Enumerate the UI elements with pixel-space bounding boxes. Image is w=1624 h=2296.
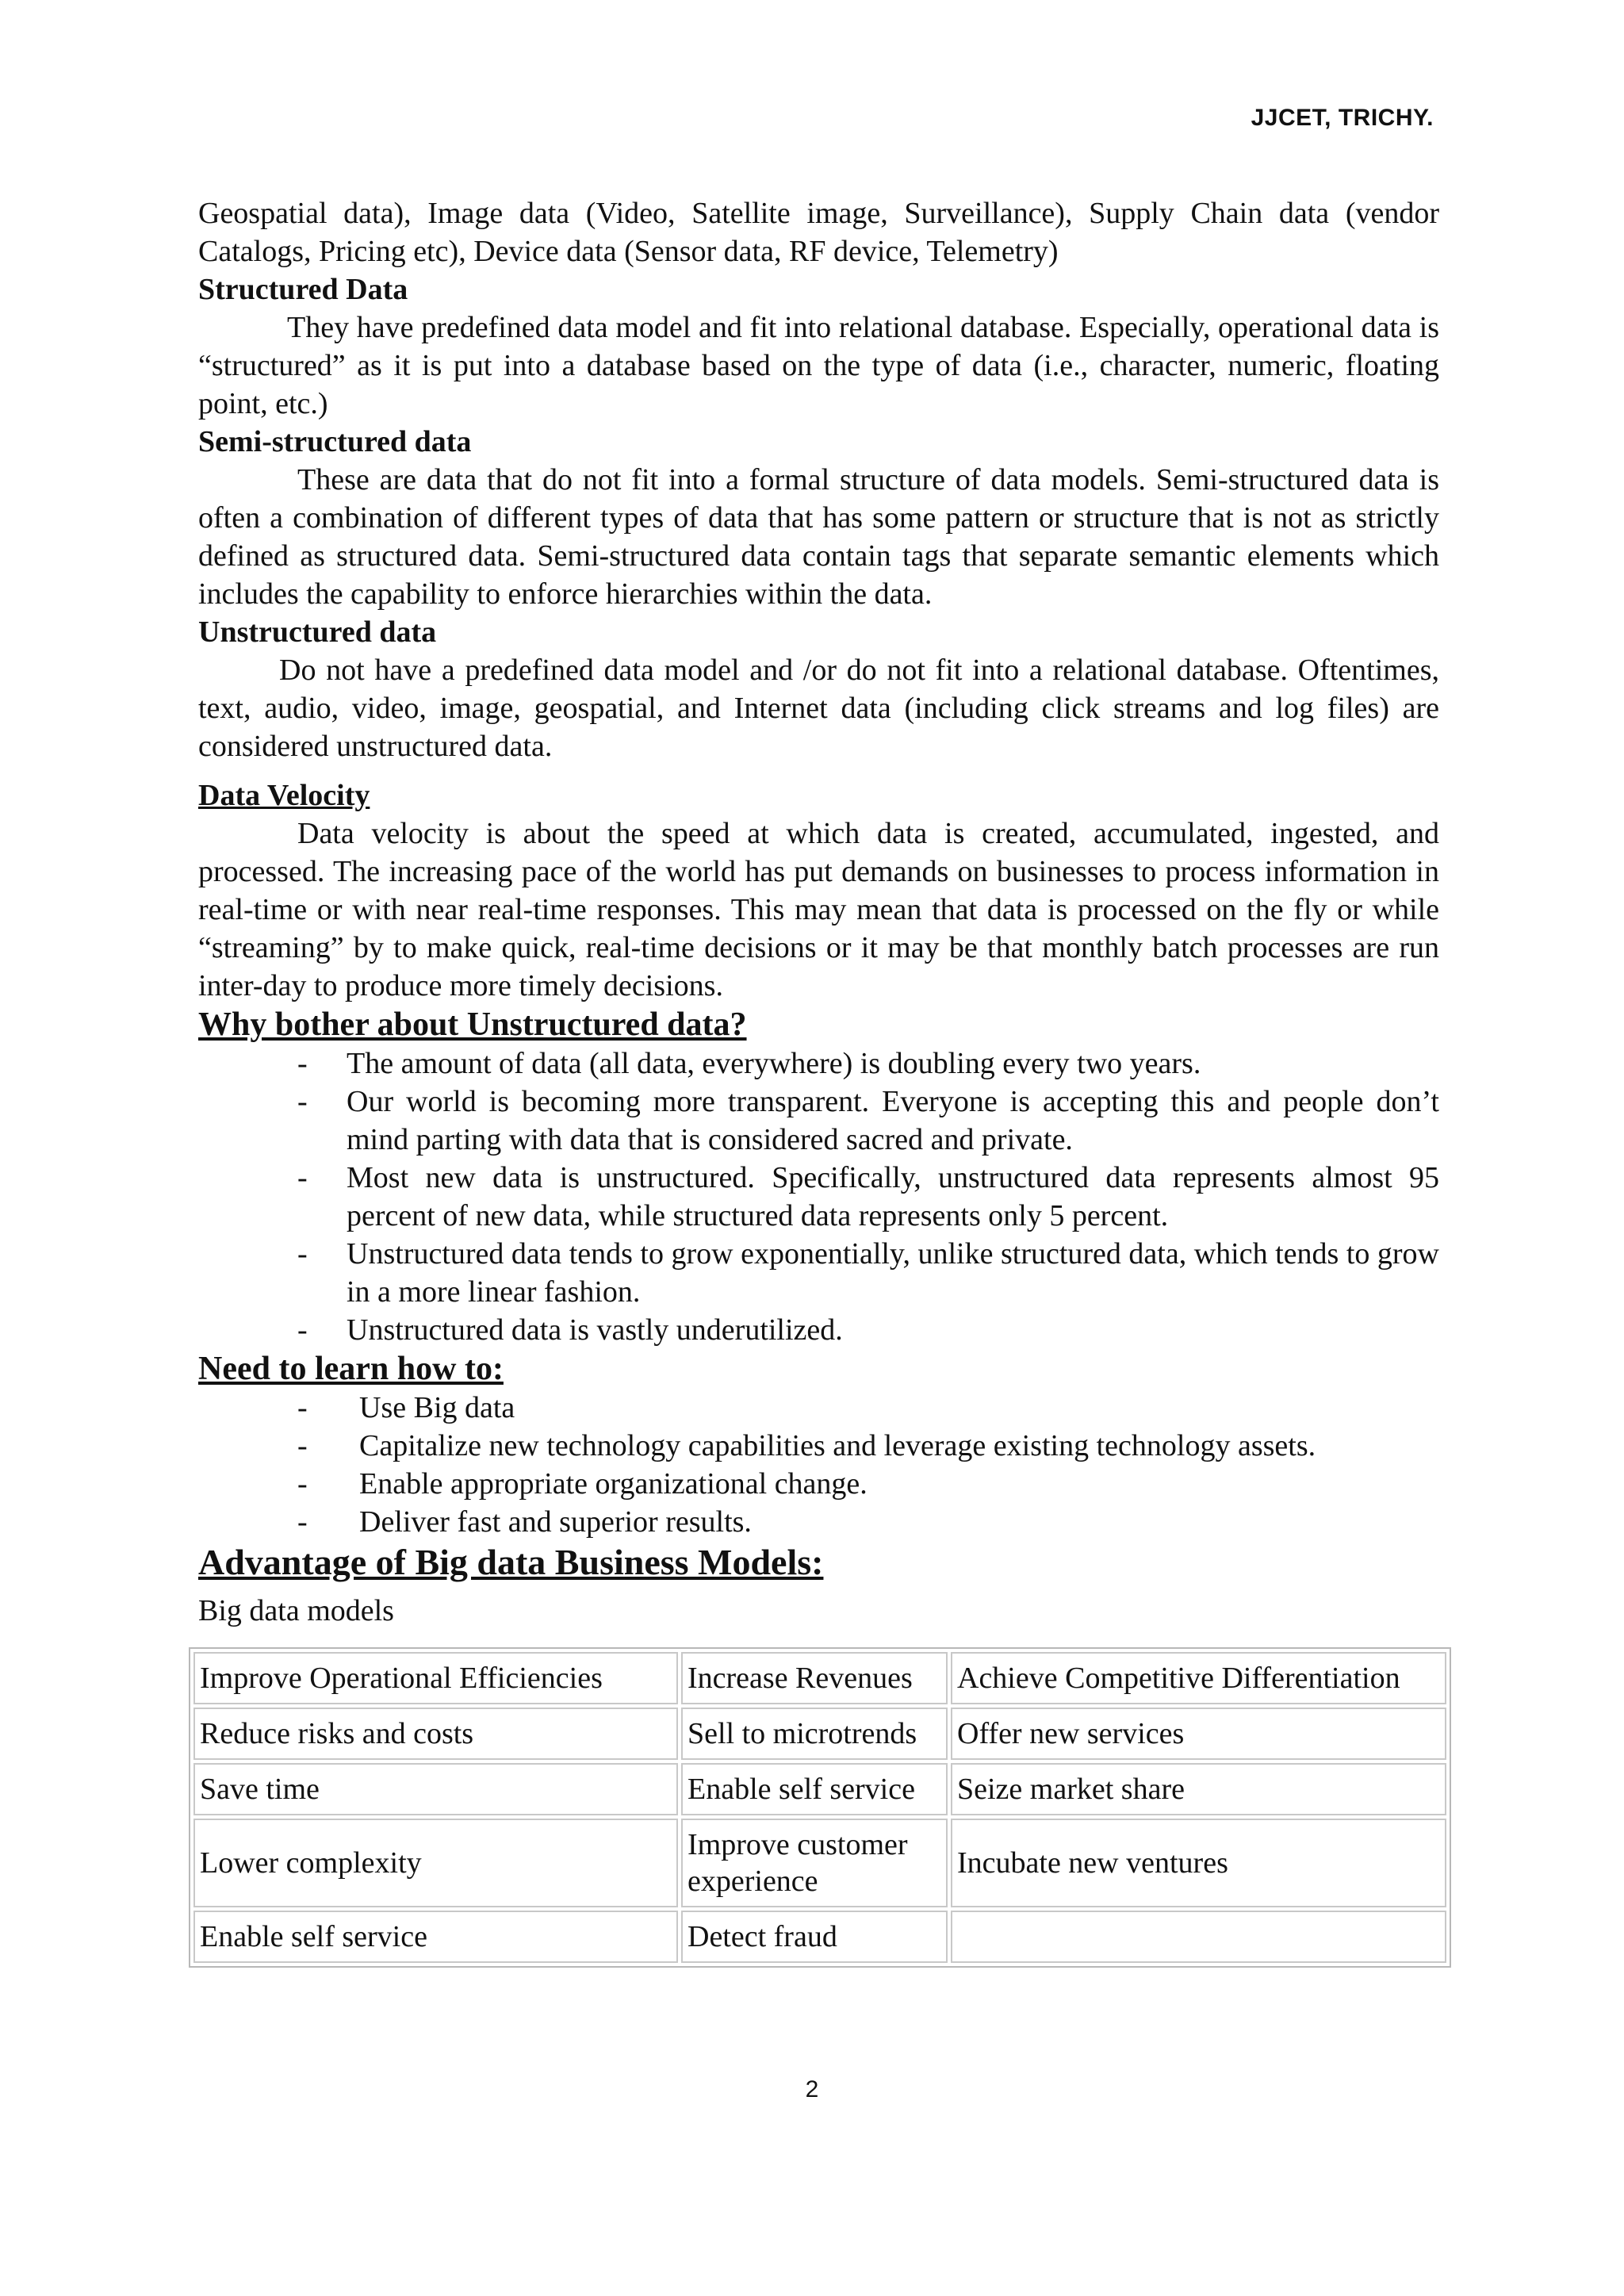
document-body <box>198 194 1439 1968</box>
table-cell: Sell to microtrends <box>681 1708 948 1760</box>
unstructured-data-heading: Unstructured data <box>198 615 437 649</box>
list-item <box>198 1465 1439 1503</box>
table-cell: Increase Revenues <box>681 1652 948 1704</box>
list-item <box>198 1045 1439 1083</box>
list-item <box>198 1083 1439 1159</box>
table-cell: Enable self service <box>681 1763 948 1815</box>
table-row <box>193 1708 1446 1760</box>
table-cell: Reduce risks and costs <box>193 1708 678 1760</box>
list-item-text: Most new data is unstructured. Specifically, unstructured data represents almost 95 percent of new data, while structured data represents only 5 percent. <box>347 1161 1439 1232</box>
table-cell: Improve Operational Efficiencies <box>193 1652 678 1704</box>
advantage-heading: Advantage of Big data Business Models: <box>198 1542 824 1582</box>
table-cell: Improve customer experience <box>681 1819 948 1907</box>
table-row <box>193 1819 1446 1907</box>
table-cell: Save time <box>193 1763 678 1815</box>
why-bother-list <box>198 1045 1439 1349</box>
table-row <box>193 1911 1446 1963</box>
need-to-learn-list <box>198 1389 1439 1541</box>
need-to-learn-heading: Need to learn how to: <box>198 1351 504 1387</box>
list-item-text: Our world is becoming more transparent. Everyone is accepting this and people don’t mind parting with data that is considered sacred and private. <box>347 1085 1439 1156</box>
list-item <box>198 1427 1439 1465</box>
data-velocity-heading: Data Velocity <box>198 779 370 812</box>
table-cell: Achieve Competitive Differentiation <box>951 1652 1446 1704</box>
dash-bullet: - <box>297 1313 308 1347</box>
list-item-text: Unstructured data tends to grow exponentially, unlike structured data, which tends to grow in a more linear fashion. <box>347 1237 1439 1309</box>
list-item <box>198 1311 1439 1349</box>
semi-structured-data-paragraph: These are data that do not fit into a formal structure of data models. Semi-structured data is often a combination of different types of data that has some pattern or structure that is not as strictly defined as structured data. Semi-structured data contain tags that separate semantic elements which includes the capability to enforce hierarchies within the data. <box>198 463 1439 611</box>
table-cell: Enable self service <box>193 1911 678 1963</box>
dash-bullet: - <box>297 1161 308 1194</box>
list-item-text: Unstructured data is vastly underutilized. <box>347 1313 843 1347</box>
table-cell: Seize market share <box>951 1763 1446 1815</box>
dash-bullet: - <box>297 1391 308 1424</box>
list-item-text: The amount of data (all data, everywhere) is doubling every two years. <box>347 1047 1201 1080</box>
table-row <box>193 1763 1446 1815</box>
dash-bullet: - <box>297 1047 308 1080</box>
list-item-text: Deliver fast and superior results. <box>359 1505 752 1539</box>
unstructured-data-paragraph: Do not have a predefined data model and /or do not fit into a relational database. Oftentimes, text, audio, video, image, geospatial, and Internet data (including click streams and log files) are considered unstructured data. <box>198 654 1439 763</box>
table-cell: Offer new services <box>951 1708 1446 1760</box>
table-cell: Lower complexity <box>193 1819 678 1907</box>
table-cell: Incubate new ventures <box>951 1819 1446 1907</box>
structured-data-heading: Structured Data <box>198 273 408 306</box>
dash-bullet: - <box>297 1237 308 1271</box>
table-cell: Detect fraud <box>681 1911 948 1963</box>
list-item <box>198 1235 1439 1311</box>
list-item <box>198 1503 1439 1541</box>
page-header-institution: JJCET, TRICHY. <box>1251 105 1434 131</box>
list-item-text: Enable appropriate organizational change. <box>359 1467 868 1501</box>
big-data-models-table <box>189 1647 1451 1968</box>
page-number: 2 <box>805 2076 819 2102</box>
big-data-models-label: Big data models <box>198 1594 394 1627</box>
dash-bullet: - <box>297 1505 308 1539</box>
dash-bullet: - <box>297 1467 308 1501</box>
semi-structured-data-heading: Semi-structured data <box>198 425 472 458</box>
list-item <box>198 1159 1439 1235</box>
dash-bullet: - <box>297 1429 308 1462</box>
dash-bullet: - <box>297 1085 308 1118</box>
list-item-text: Capitalize new technology capabilities and leverage existing technology assets. <box>359 1429 1316 1462</box>
table-row <box>193 1652 1446 1704</box>
data-velocity-paragraph: Data velocity is about the speed at which data is created, accumulated, ingested, and processed. The increasing pace of the world has put demands on businesses to process information in real-time or with near real-time responses. This may mean that data is processed on the fly or while “streaming” by to make quick, real-time decisions or it may be that monthly batch processes are run inter-day to produce more timely decisions. <box>198 817 1439 1002</box>
list-item-text: Use Big data <box>359 1391 515 1424</box>
structured-data-paragraph: They have predefined data model and fit into relational database. Especially, operational data is “structured” as it is put into a database based on the type of data (i.e., character, numeric, floating point, etc.) <box>198 311 1439 420</box>
intro-paragraph: Geospatial data), Image data (Video, Satellite image, Surveillance), Supply Chain data (vendor Catalogs, Pricing etc), Device data (Sensor data, RF device, Telemetry) <box>198 197 1439 268</box>
table-cell <box>951 1911 1446 1963</box>
list-item <box>198 1389 1439 1427</box>
why-bother-heading: Why bother about Unstructured data? <box>198 1006 747 1043</box>
